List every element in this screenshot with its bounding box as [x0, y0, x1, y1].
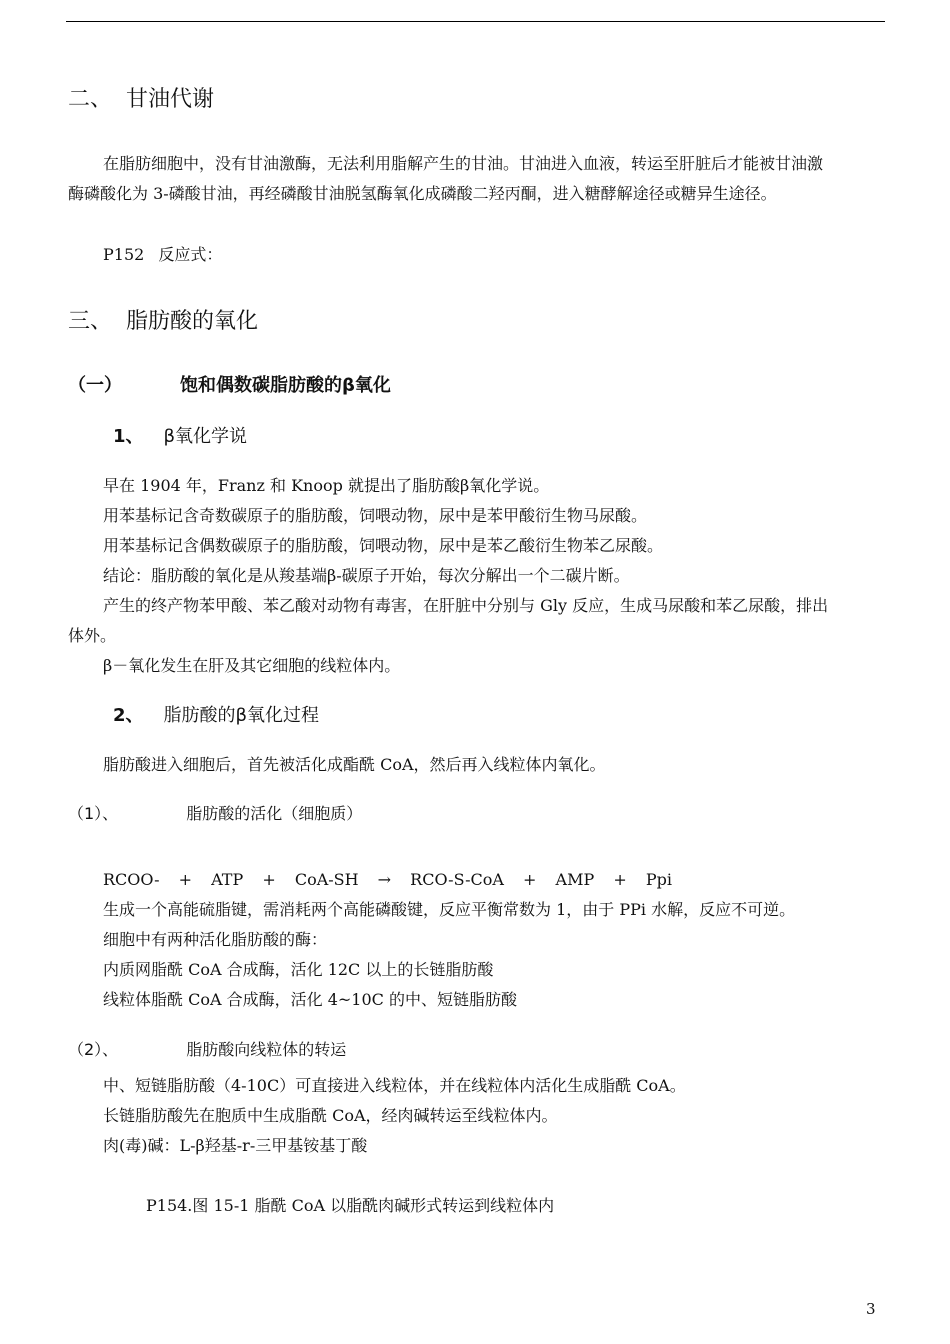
part-1-title: β氧化学说 — [163, 426, 248, 447]
eq-plus-3: + — [523, 870, 537, 889]
beta-theory-line-7: β－氧化发生在肝及其它细胞的线粒体内。 — [103, 656, 401, 675]
item-2-heading — [68, 1040, 346, 1060]
item-1-title: 脂肪酸的活化（细胞质） — [186, 804, 363, 823]
part-2-title: 脂肪酸的β氧化过程 — [163, 705, 320, 726]
transport-line-1: 中、短链脂肪酸（4-10C）可直接进入线粒体，并在线粒体内活化生成脂酰 CoA。 — [103, 1076, 686, 1095]
beta-theory-line-1: 早在 1904 年，Franz 和 Knoop 就提出了脂肪酸β氧化学说。 — [103, 476, 550, 495]
eq-arrow: → — [377, 870, 392, 889]
beta-theory-line-4: 结论：脂肪酸的氧化是从羧基端β-碳原子开始，每次分解出一个二碳片断。 — [103, 566, 630, 585]
eq-plus-4: + — [613, 870, 627, 889]
section-2-title: 甘油代谢 — [126, 87, 215, 112]
subsection-1-number: （一） — [68, 375, 122, 396]
eq-term-ppi: Ppi — [645, 870, 672, 889]
eq-term-rcoo: RCOO- — [103, 870, 160, 889]
activation-line-2: 细胞中有两种活化脂肪酸的酶： — [103, 930, 328, 949]
beta-theory-line-5: 产生的终产物苯甲酸、苯乙酸对动物有毒害，在肝脏中分别与 Gly 反应，生成马尿酸和苯乙尿酸，排出 — [103, 596, 829, 615]
figure-reference: P154.图 15-1 脂酰 CoA 以脂酰肉碱形式转运到线粒体内 — [146, 1196, 555, 1215]
activation-equation — [103, 870, 686, 890]
eq-term-coash: CoA-SH — [294, 870, 359, 889]
eq-term-amp: AMP — [555, 870, 595, 889]
glycerol-paragraph-line-2: 酶磷酸化为 3-磷酸甘油，再经磷酸甘油脱氢酶氧化成磷酸二羟丙酮，进入糖酵解途径或糖异生途径。 — [68, 184, 777, 203]
reaction-ref-label: 反应式： — [158, 245, 223, 264]
beta-theory-line-3: 用苯基标记含偶数碳原子的脂肪酸，饲喂动物，尿中是苯乙酸衍生物苯乙尿酸。 — [103, 536, 664, 555]
subsection-1-heading — [68, 375, 391, 397]
beta-process-intro: 脂肪酸进入细胞后，首先被活化成酯酰 CoA，然后再入线粒体内氧化。 — [103, 755, 606, 774]
eq-plus-2: + — [262, 870, 276, 889]
reaction-ref-page: P152 — [103, 245, 145, 264]
eq-term-atp: ATP — [211, 870, 244, 889]
item-2-number: （2）、 — [68, 1040, 119, 1059]
item-1-heading — [68, 804, 362, 824]
header-rule — [66, 21, 885, 22]
section-2-number: 二、 — [68, 87, 113, 112]
beta-theory-line-6: 体外。 — [68, 626, 117, 645]
glycerol-paragraph-line-1: 在脂肪细胞中，没有甘油激酶，无法利用脂解产生的甘油。甘油进入血液，转运至肝脏后才能被甘油激 — [103, 154, 824, 173]
section-3-title: 脂肪酸的氧化 — [126, 309, 259, 334]
activation-line-4: 线粒体脂酰 CoA 合成酶，活化 4~10C 的中、短链脂肪酸 — [103, 990, 517, 1009]
part-1-number: 1、 — [113, 426, 144, 447]
part-1-heading — [113, 426, 247, 448]
transport-line-2: 长链脂肪酸先在胞质中生成脂酰 CoA，经肉碱转运至线粒体内。 — [103, 1106, 558, 1125]
part-2-number: 2、 — [113, 705, 144, 726]
part-2-heading — [113, 705, 319, 727]
beta-theory-line-2: 用苯基标记含奇数碳原子的脂肪酸，饲喂动物，尿中是苯甲酸衍生物马尿酸。 — [103, 506, 648, 525]
activation-line-3: 内质网脂酰 CoA 合成酶，活化 12C 以上的长链脂肪酸 — [103, 960, 494, 979]
item-2-title: 脂肪酸向线粒体的转运 — [186, 1040, 347, 1059]
eq-plus-1: + — [178, 870, 193, 889]
eq-term-rcoscoa: RCO-S-CoA — [410, 870, 504, 889]
section-3-heading — [68, 309, 258, 335]
subsection-1-title: 饱和偶数碳脂肪酸的β氧化 — [180, 375, 391, 396]
transport-line-3: 肉(毒)碱：L-β羟基-r-三甲基铵基丁酸 — [103, 1136, 368, 1155]
item-1-number: （1）、 — [68, 804, 119, 823]
page-number: 3 — [866, 1300, 876, 1318]
section-2-heading — [68, 87, 214, 113]
reaction-reference — [103, 245, 222, 265]
section-3-number: 三、 — [68, 309, 113, 334]
activation-line-1: 生成一个高能硫脂键，需消耗两个高能磷酸键，反应平衡常数为 1，由于 PPi 水解，反应不可逆。 — [103, 900, 796, 919]
